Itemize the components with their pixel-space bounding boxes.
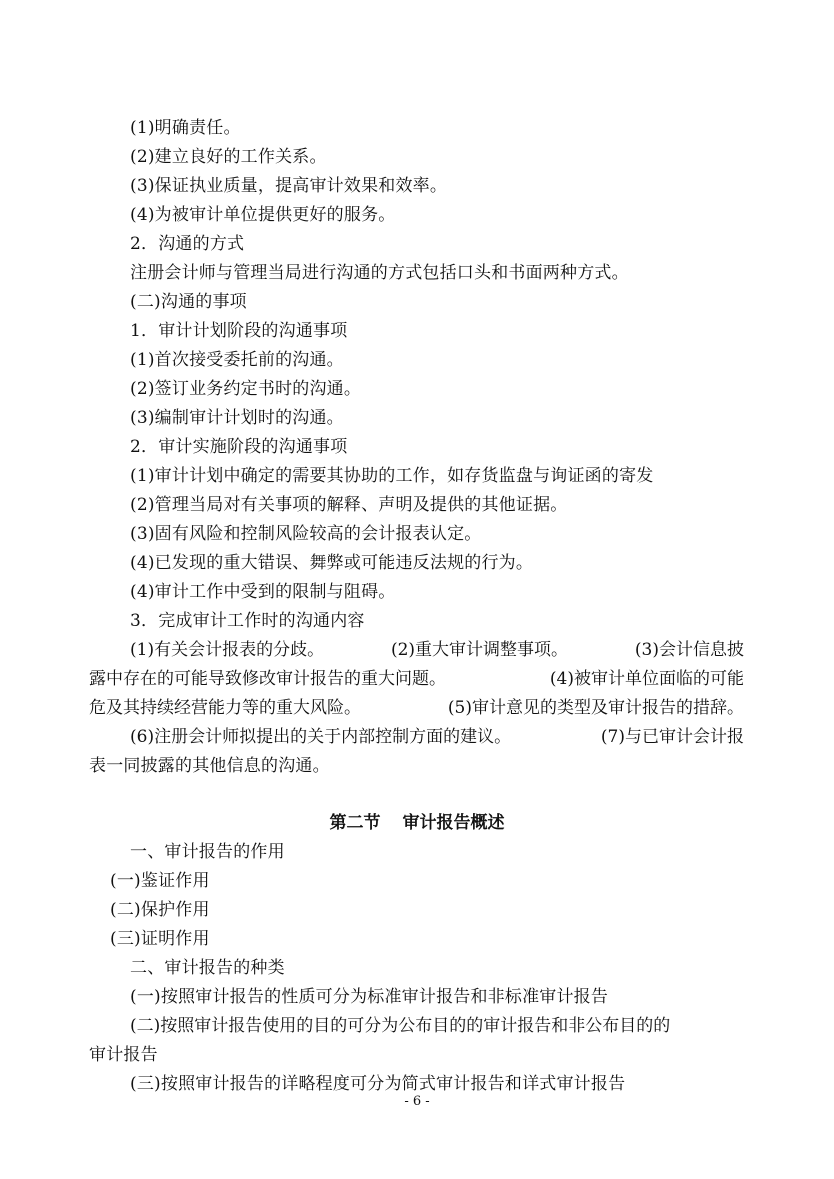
completion-item-1: (1)有关会计报表的分歧。	[130, 640, 325, 660]
planning-item-1: (1)首次接受委托前的沟通。	[130, 350, 344, 370]
completion-item-7-end: 表一同披露的其他信息的沟通。	[89, 756, 330, 776]
type-item-2-continued: 审计报告	[89, 1045, 158, 1065]
role-item-2: (二)保护作用	[110, 900, 210, 920]
completion-paragraph-line	[130, 723, 744, 751]
implementation-item-1: (1)审计计划中确定的需要其协助的工作，如存货监盘与询证函的寄发	[130, 466, 654, 486]
completion-item-6: (6)注册会计师拟提出的关于内部控制方面的建议。	[130, 727, 512, 747]
completion-item-3-end: 露中存在的可能导致修改审计报告的重大问题。	[89, 669, 446, 689]
purpose-item-3: (3)保证执业质量，提高审计效果和效率。	[130, 176, 448, 196]
completion-item-5: (5)审计意见的类型及审计报告的措辞。	[447, 698, 744, 718]
matters-heading: (二)沟通的事项	[130, 292, 247, 312]
type-item-2: (二)按照审计报告使用的目的可分为公布目的的审计报告和非公布目的的	[130, 1016, 671, 1036]
implementation-item-4: (4)已发现的重大错误、舞弊或可能违反法规的行为。	[130, 553, 534, 573]
section-number: 第二节	[329, 813, 381, 833]
implementation-heading: 2．审计实施阶段的沟通事项	[130, 437, 348, 457]
section-title	[0, 809, 834, 837]
purpose-item-4: (4)为被审计单位提供更好的服务。	[130, 205, 396, 225]
completion-paragraph-line	[89, 694, 744, 722]
type-item-2-line	[130, 1012, 744, 1040]
completion-item-2: (2)重大审计调整事项。	[390, 640, 569, 660]
role-item-1: (一)鉴证作用	[110, 871, 210, 891]
type-item-1: (一)按照审计报告的性质可分为标准审计报告和非标准审计报告	[130, 987, 609, 1007]
planning-heading: 1．审计计划阶段的沟通事项	[130, 321, 348, 341]
completion-item-4-start: (4)被审计单位面临的可能	[549, 669, 744, 689]
planning-item-2: (2)签订业务约定书时的沟通。	[130, 379, 362, 399]
planning-item-3: (3)编制审计计划时的沟通。	[130, 408, 344, 428]
completion-heading: 3．完成审计工作时的沟通内容	[130, 611, 365, 631]
purpose-item-1: (1)明确责任。	[130, 118, 241, 138]
method-heading: 2．沟通的方式	[130, 234, 245, 254]
method-text: 注册会计师与管理当局进行沟通的方式包括口头和书面两种方式。	[130, 263, 629, 283]
implementation-item-3: (3)固有风险和控制风险较高的会计报表认定。	[130, 524, 482, 544]
completion-item-7-start: (7)与已审计会计报	[600, 727, 744, 747]
section-name: 审计报告概述	[402, 813, 505, 833]
completion-item-4-end: 危及其持续经营能力等的重大风险。	[89, 698, 361, 718]
page-number: - 6 -	[404, 1094, 430, 1109]
implementation-item-2: (2)管理当局对有关事项的解释、声明及提供的其他证据。	[130, 495, 568, 515]
implementation-item-5: (4)审计工作中受到的限制与阻碍。	[130, 582, 396, 602]
types-heading: 二、审计报告的种类	[130, 958, 285, 978]
role-heading: 一、审计报告的作用	[130, 842, 285, 862]
role-item-3: (三)证明作用	[110, 929, 210, 949]
completion-paragraph-line	[130, 636, 744, 664]
purpose-item-2: (2)建立良好的工作关系。	[130, 147, 327, 167]
type-item-3: (三)按照审计报告的详略程度可分为简式审计报告和详式审计报告	[130, 1074, 626, 1094]
completion-item-3-start: (3)会计信息披	[634, 640, 744, 660]
completion-paragraph-line	[89, 665, 744, 693]
